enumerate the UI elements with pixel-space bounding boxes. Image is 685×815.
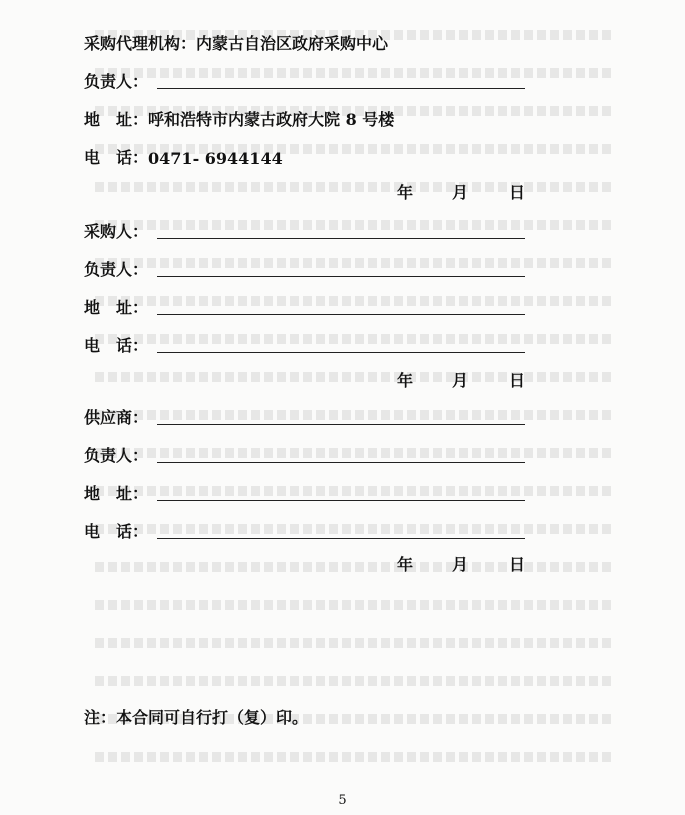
footer-note: 注：本合同可自行打（复）印。 [84, 708, 309, 727]
purchaser-address-row [84, 292, 148, 318]
supplier-label: 供应商： [84, 408, 149, 427]
supplier-row [84, 402, 148, 428]
purchaser-person-label: 负责人： [84, 260, 149, 279]
agency-address-label-b: 址： [116, 110, 149, 129]
supplier-phone-label-a: 电 [84, 522, 101, 541]
agency-person-row [84, 66, 148, 92]
supplier-date-year: 年 [397, 555, 414, 574]
purchaser-address-label-a: 地 [84, 298, 101, 317]
purchaser-label: 采购人： [84, 222, 149, 241]
purchaser-person-line[interactable] [157, 276, 525, 277]
supplier-date-day: 日 [509, 555, 526, 574]
agency-phone-row [84, 142, 283, 168]
purchaser-address-label-b: 址： [116, 298, 149, 317]
supplier-address-row [84, 478, 148, 504]
agency-phone-label-a: 电 [84, 148, 101, 167]
supplier-person-line[interactable] [157, 462, 525, 463]
agency-date-month: 月 [452, 183, 469, 202]
supplier-address-label-a: 地 [84, 484, 101, 503]
purchaser-phone-label-b: 话： [116, 336, 149, 355]
purchaser-phone-line[interactable] [157, 352, 525, 353]
supplier-person-label: 负责人： [84, 446, 149, 465]
agency-name: 内蒙古自治区政府采购中心 [196, 34, 389, 53]
agency-person-line[interactable] [157, 88, 525, 89]
purchaser-person-row [84, 254, 148, 280]
purchaser-phone-row [84, 330, 148, 356]
agency-phone-value: 0471- 6944144 [148, 149, 283, 168]
agency-phone-label-b: 话： [116, 148, 149, 167]
purchaser-address-line[interactable] [157, 314, 525, 315]
agency-label: 采购代理机构： [84, 34, 197, 53]
supplier-person-row [84, 440, 148, 466]
agency-date-day: 日 [509, 183, 526, 202]
agency-date-year: 年 [397, 183, 414, 202]
purchaser-phone-label-a: 电 [84, 336, 101, 355]
purchaser-date-day: 日 [509, 371, 526, 390]
agency-address-value: 呼和浩特市内蒙古政府大院 8 号楼 [148, 110, 395, 129]
page-number: 5 [338, 793, 347, 808]
supplier-phone-label-b: 话： [116, 522, 149, 541]
agency-address-label-a: 地 [84, 110, 101, 129]
agency-address-row [84, 104, 394, 130]
supplier-date-month: 月 [452, 555, 469, 574]
purchaser-line[interactable] [157, 238, 525, 239]
supplier-phone-line[interactable] [157, 538, 525, 539]
supplier-line[interactable] [157, 424, 525, 425]
supplier-address-line[interactable] [157, 500, 525, 501]
purchaser-row [84, 216, 148, 242]
agency-person-label: 负责人： [84, 72, 149, 91]
agency-row [84, 28, 388, 54]
purchaser-date-year: 年 [397, 371, 414, 390]
supplier-phone-row [84, 516, 148, 542]
supplier-address-label-b: 址： [116, 484, 149, 503]
purchaser-date-month: 月 [452, 371, 469, 390]
